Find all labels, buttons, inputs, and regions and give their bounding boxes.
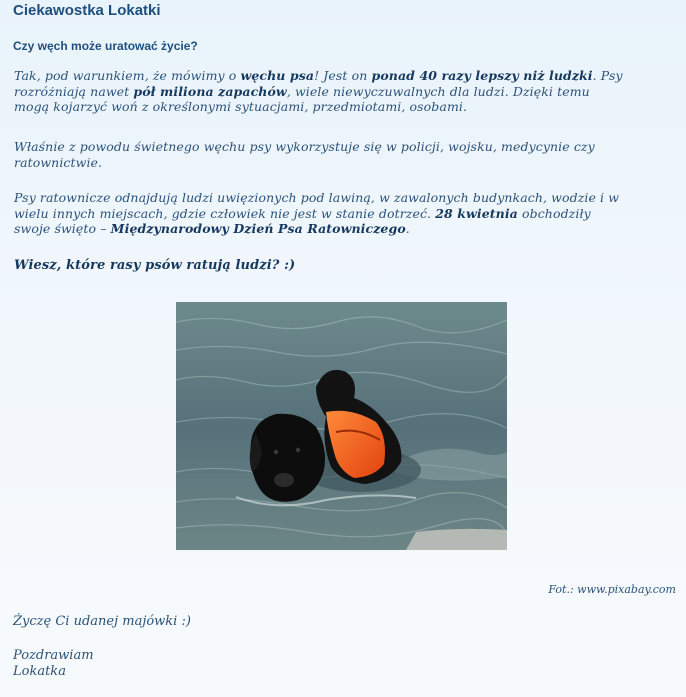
signature-block (13, 648, 94, 680)
emphasis-text: Międzynarodowy Dzień Psa Ratowniczego (110, 221, 406, 236)
photo-credit: Fot.: www.pixabay.com (548, 583, 676, 596)
emphasis-text: 28 kwietnia (435, 205, 518, 221)
paragraph-smell (14, 68, 624, 115)
dog-head (250, 414, 325, 502)
text-span: , wiele niewyczuwalnych dla ludzi. Dzięki temu mogą kojarzyć woń z określonymi sytuacjami, przedmiotami, osobami. (14, 83, 590, 114)
regards-text: Pozdrawiam (13, 648, 94, 663)
article-question: Czy węch może uratować życie? (13, 39, 198, 53)
emphasis-text: pół miliona zapachów (133, 83, 287, 99)
text-span: Tak, pod warunkiem, że mówimy o (14, 68, 241, 83)
paragraph-uses: Właśnie z powodu świetnego węchu psy wykorzystuje się w policji, wojsku, medycynie czy ratownictwie. (14, 139, 595, 170)
page-title: Ciekawostka Lokatki (13, 2, 161, 19)
paragraph-rescue (14, 190, 624, 237)
text-span: obchodziły swoje święto – (14, 205, 591, 236)
paragraph-question: Wiesz, które rasy psów ratują ludzi? :) (14, 258, 296, 273)
emphasis-text: węchu psa (240, 68, 315, 83)
text-span: ! Jest on (314, 68, 372, 83)
signature-name: Lokatka (13, 664, 66, 679)
text-span: . Psy rozróżniają nawet (14, 68, 623, 99)
dog-swimming-photo (176, 302, 507, 550)
dog-eye (274, 450, 278, 454)
shore-rock (406, 529, 507, 550)
text-span: . (405, 221, 410, 236)
holiday-wish: Życzę Ci udanej majówki :) (13, 614, 191, 629)
text-span: Psy ratownicze odnajdują ludzi uwięzionych pod lawiną, w zawalonych budynkach, wodzie i w wielu innych miejscach, gdzie człowiek nie jest w stanie dotrzeć. (14, 190, 620, 221)
emphasis-text: ponad 40 razy lepszy niż ludzki (371, 68, 593, 83)
dog-eye (296, 448, 300, 452)
dog-nose (274, 473, 294, 487)
